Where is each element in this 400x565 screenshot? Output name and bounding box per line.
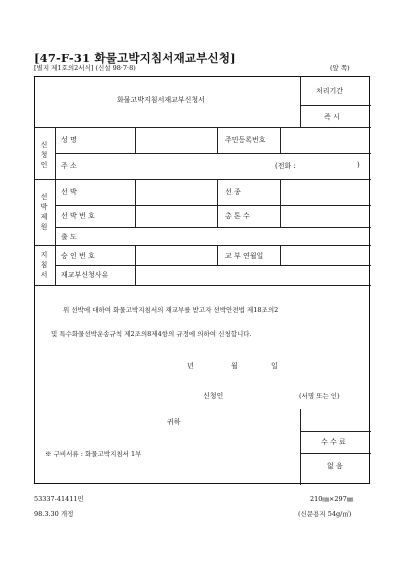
divider — [35, 285, 371, 286]
divider — [55, 205, 371, 206]
form-subtitle: [별지 제1호의2서식] (신설 98·7·8) — [34, 64, 136, 72]
attachment-note: ※ 구비서류 : 화물고박지침서 1부 — [45, 450, 142, 458]
date-month: 월 — [231, 362, 238, 370]
divider — [300, 453, 371, 454]
divider — [300, 431, 371, 432]
date-year: 년 — [187, 362, 194, 370]
form-code: 53337-41411민 — [34, 495, 84, 503]
fee-label: 수 수 료 — [321, 438, 346, 446]
divider — [55, 265, 371, 266]
divider — [300, 409, 301, 485]
address-label: 주 소 — [61, 162, 77, 170]
sign-hint: (서명 또는 인) — [299, 392, 340, 400]
phone-close: ) — [357, 161, 360, 169]
tonnage-label: 총 톤 수 — [225, 212, 250, 220]
form-frame — [34, 76, 370, 484]
ship-name-label: 선 박 — [61, 188, 77, 196]
divider — [35, 245, 371, 246]
page-side-label: (앞 쪽) — [330, 64, 350, 72]
resident-number-label: 주민등록번호 — [225, 136, 266, 144]
divider — [55, 153, 371, 154]
processing-period-value: 즉 시 — [324, 113, 340, 121]
divider — [217, 127, 218, 153]
divider — [300, 105, 371, 106]
divider — [280, 127, 281, 153]
reissue-reason-label: 재교부신청사유 — [61, 271, 109, 279]
approval-number-label: 승 인 번 호 — [61, 252, 95, 260]
divider — [35, 179, 371, 180]
applicant-section-label: 신청인 — [40, 141, 48, 171]
flag-label: 출 도 — [61, 233, 77, 241]
fee-value: 없 음 — [327, 462, 343, 470]
divider — [300, 77, 301, 127]
form-title: 화물고박지침서재교부신청서 — [117, 96, 205, 104]
divider — [280, 179, 281, 227]
revision-date: 98.3.30 개정 — [34, 510, 74, 518]
processing-period-label: 처리기간 — [316, 87, 344, 95]
divider — [35, 127, 371, 128]
recipient: 귀하 — [167, 418, 181, 426]
divider — [135, 245, 136, 285]
divider — [280, 245, 281, 265]
ship-type-label: 선 종 — [225, 188, 241, 196]
divider — [217, 245, 218, 265]
statement-line-2: 및 특수화물선박운송규칙 제2조의8제4항의 규정에 의하여 신청합니다. — [51, 330, 252, 338]
form-header-title: [47-F-31 화물고박지침서재교부신청] — [34, 51, 236, 65]
divider — [55, 227, 371, 228]
divider — [55, 127, 56, 285]
ship-section-label: 선박제원 — [40, 193, 48, 233]
statement-line-1: 위 선박에 대하여 화물고박지침서의 재교부를 받고자 선박안전법 제18조의2 — [63, 306, 279, 314]
divider — [135, 179, 136, 227]
divider — [135, 127, 136, 153]
paper-type: (신문용지 54g/㎡) — [298, 510, 352, 518]
divider — [217, 179, 218, 227]
name-label: 성 명 — [61, 136, 77, 144]
paper-size: 210㎜×297㎜ — [310, 495, 354, 503]
phone-label: (전화 : — [275, 162, 296, 170]
date-day: 일 — [271, 362, 278, 370]
ship-number-label: 선 박 번 호 — [61, 212, 95, 220]
applicant-sign-label: 신청인 — [203, 392, 224, 400]
issue-date-label: 교 부 연월일 — [225, 252, 264, 260]
guide-section-label: 지침서 — [40, 251, 48, 281]
